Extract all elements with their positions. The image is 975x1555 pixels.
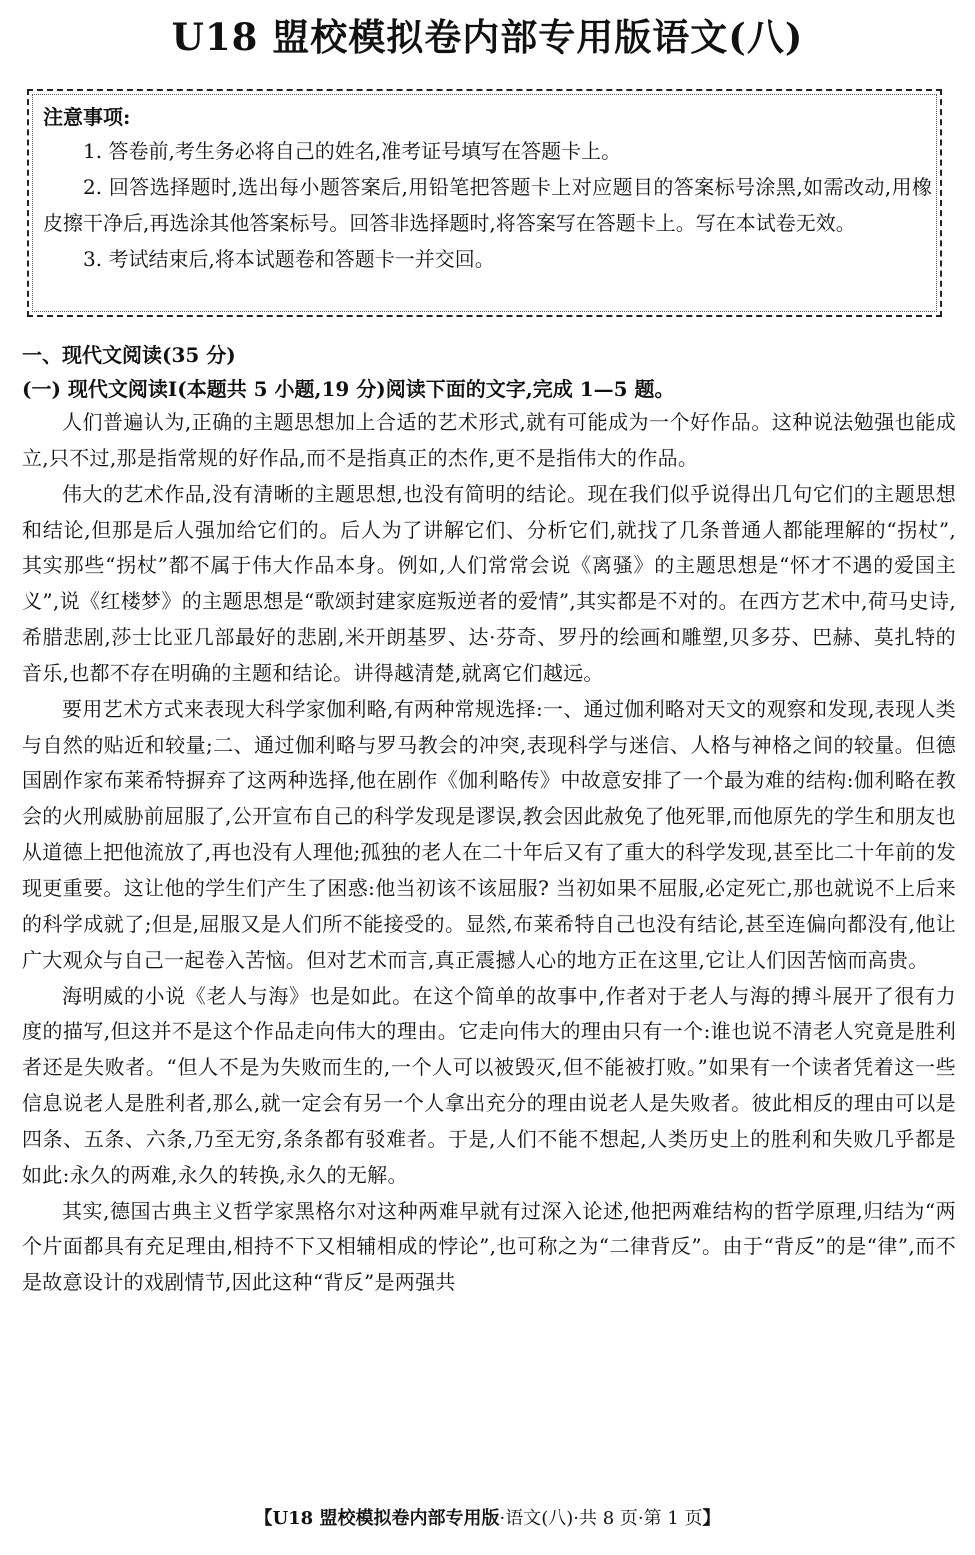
section-subheading: (一) 现代文阅读Ⅰ(本题共 5 小题,19 分)阅读下面的文字,完成 1—5 题。 — [22, 377, 675, 401]
footer-separator: · — [637, 1508, 644, 1529]
passage-paragraph-3: 要用艺术方式来表现大科学家伽利略,有两种常规选择:一、通过伽利略对天文的观察和发现,表现人类与自然的贴近和较量;二、通过伽利略与罗马教会的冲突,表现科学与迷信、人格与神格之间的较量。但德国剧作家布莱希特摒弃了这两种选择,他在剧作《伽利略传》中故意安排了一个最为难的结构:伽利略在教会的火刑威胁前屈服了,公开宣布自己的科学发现是谬误,教会因此赦免了他死罪,而他原先的学生和朋友也从道德上把他流放了,再也没有人理他;孤独的老人在二十年后又有了重大的科学发现,甚至比二十年前的发现更重要。这让他的学生们产生了困惑:他当初该不该屈服? 当初如果不屈服,必定死亡,那也就说不上后来的科学成就了;但是,屈服又是人们所不能接受的。显然,布莱希特自己也没有结论,甚至连偏向都没有,他让广大观众与自己一起卷入苦恼。但对艺术而言,真正震撼人心的地方正在这里,它让人们因苦恼而高贵。 — [22, 696, 956, 972]
footer-series: U18 盟校模拟卷内部专用版 — [272, 1508, 500, 1529]
notice-item-3: 3. 考试结束后,将本试题卷和答题卡一并交回。 — [83, 247, 495, 271]
passage-paragraph-1: 人们普遍认为,正确的主题思想加上合适的艺术形式,就有可能成为一个好作品。这种说法勉强也能成立,只不过,那是指常规的好作品,而不是指真正的杰作,更不是指伟大的作品。 — [22, 410, 956, 470]
footer-bracket-close: 】 — [702, 1508, 721, 1529]
footer-subject: 语文(八) — [505, 1508, 574, 1529]
passage-paragraph-5: 其实,德国古典主义哲学家黑格尔对这种两难早就有过深入论述,他把两难结构的哲学原理,归结为“两个片面都具有充足理由,相持不下又相辅相成的悖论”,也可称之为“二律背反”。由于“背反”的是“律”,而不是故意设计的戏剧情节,因此这种“背反”是两强共 — [22, 1198, 956, 1295]
reading-passage — [22, 405, 956, 1301]
notice-item-2: 2. 回答选择题时,选出每小题答案后,用铅笔把答题卡上对应题目的答案标号涂黑,如需改动,用橡皮擦干净后,再选涂其他答案标号。回答非选择题时,将答案写在答题卡上。写在本试卷无效。 — [43, 175, 932, 235]
footer-separator: · — [573, 1508, 579, 1529]
footer-bracket-open: 【 — [254, 1508, 273, 1529]
page-footer — [0, 1505, 975, 1533]
notice-item-1: 1. 答卷前,考生务必将自己的姓名,准考证号填写在答题卡上。 — [83, 139, 622, 163]
passage-paragraph-4: 海明威的小说《老人与海》也是如此。在这个简单的故事中,作者对于老人与海的搏斗展开了很有力度的描写,但这并不是这个作品走向伟大的理由。它走向伟大的理由只有一个:谁也说不清老人究竟是胜利者还是失败者。“但人不是为失败而生的,一个人可以被毁灭,但不能被打败。”如果有一个读者凭着这一些信息说老人是胜利者,那么,就一定会有另一个人拿出充分的理由说老人是失败者。彼此相反的理由可以是四条、五条、六条,乃至无穷,条条都有驳难者。于是,人们不能不想起,人类历史上的胜利和失败几乎都是如此:永久的两难,永久的转换,永久的无解。 — [22, 983, 956, 1187]
passage-paragraph-2: 伟大的艺术作品,没有清晰的主题思想,也没有简明的结论。现在我们似乎说得出几句它们的主题思想和结论,但那是后人强加给它们的。后人为了讲解它们、分析它们,就找了几条普通人都能理解的“拐杖”,其实那些“拐杖”都不属于伟大作品本身。例如,人们常常会说《离骚》的主题思想是“怀才不遇的爱国主义”,说《红楼梦》的主题思想是“歌颂封建家庭叛逆者的爱情”,其实都是不对的。在西方艺术中,荷马史诗,希腊悲剧,莎士比亚几部最好的悲剧,米开朗基罗、达·芬奇、罗丹的绘画和雕塑,贝多芬、巴赫、莫扎特的音乐,也都不存在明确的主题和结论。讲得越清楚,就离它们越远。 — [22, 481, 956, 685]
footer-page-number: 第 1 页 — [643, 1508, 703, 1529]
footer-total-pages: 共 8 页 — [578, 1508, 638, 1529]
exam-title: U18 盟校模拟卷内部专用版语文(八) — [171, 15, 804, 59]
section-heading: 一、现代文阅读(35 分) — [22, 343, 236, 367]
notice-content — [43, 101, 932, 277]
notice-box — [27, 89, 942, 317]
notice-heading: 注意事项: — [43, 105, 131, 129]
footer-separator: · — [499, 1508, 506, 1529]
